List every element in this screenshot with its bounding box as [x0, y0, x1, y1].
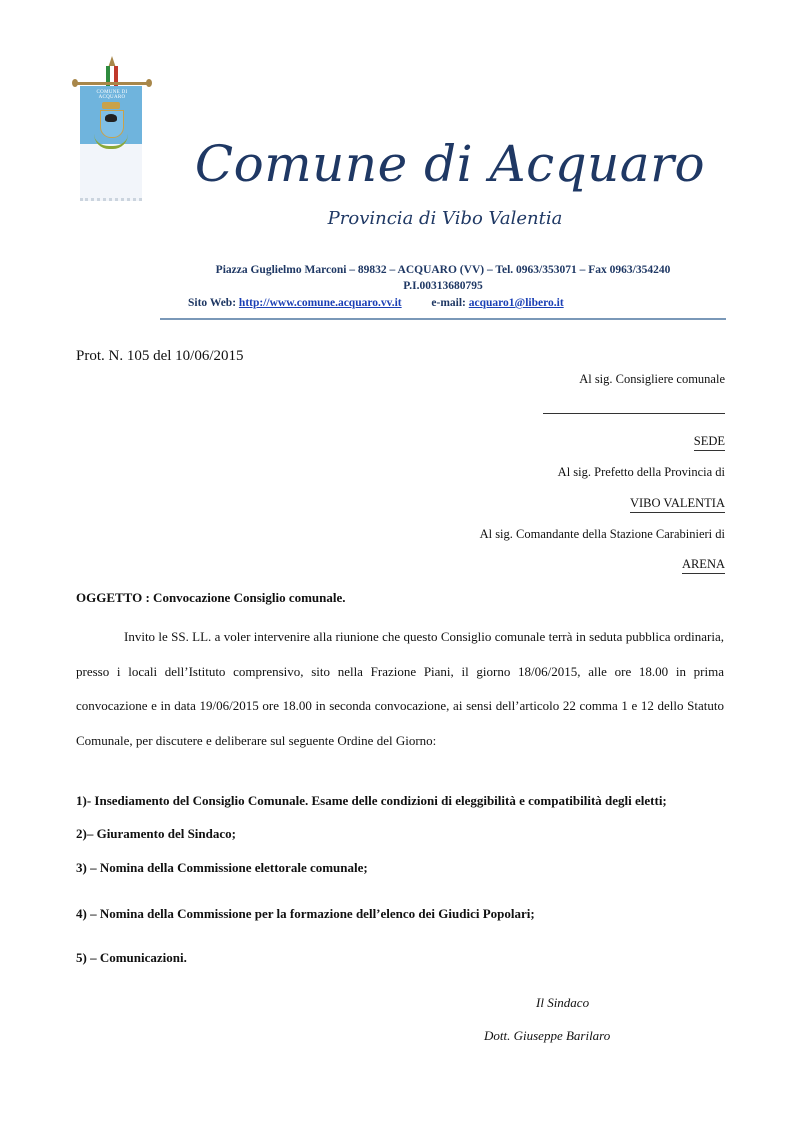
destination-vibo-valentia: VIBO VALENTIA [630, 496, 725, 513]
recipient-1-destination [694, 434, 725, 449]
signature-role: Il Sindaco [536, 995, 590, 1010]
eagle-icon [105, 114, 117, 122]
recipient-name-blank [543, 413, 725, 414]
address-block [0, 262, 800, 294]
banner-pole [74, 82, 148, 85]
subject-line: OGGETTO : Convocazione Consiglio comunale. [76, 590, 346, 605]
email-link[interactable]: acquaro1@libero.it [468, 297, 564, 309]
agenda-item: 4) – Nomina della Commissione per la formazione dell’elenco dei Giudici Popolari; [76, 906, 535, 921]
recipient-2-destination [630, 496, 725, 511]
address-line: Piazza Guglielmo Marconi – 89832 – ACQUARO (VV) – Tel. 0963/353071 – Fax 0963/354240 [215, 264, 671, 276]
email-label: e-mail: [431, 297, 466, 309]
destination-arena: ARENA [682, 557, 725, 574]
recipient-1-line: Al sig. Consigliere comunale [579, 372, 725, 386]
crown-icon [102, 102, 120, 109]
agenda-item: 5) – Comunicazioni. [76, 950, 187, 965]
pole-finial-left [72, 79, 78, 87]
province-subtitle: Provincia di Vibo Valentia [327, 208, 563, 229]
contact-line [188, 297, 564, 309]
agenda-item: 2)– Giuramento del Sindaco; [76, 826, 236, 841]
body-text: Invito le SS. LL. a voler intervenire alla riunione che questo Consiglio comunale terrà in seduta pubblica ordinaria, presso i locali dell’Istituto comprensivo, sito nella Frazione Piani, il giorno 18/06/2015, alle ore 18.00 in prima convocazione e in data 19/06/2015 ore 18.00 in seconda convocazione, ai sensi dell’articolo 22 comma 1 e 12 dello Statuto Comunale, per discutere e deliberare sul seguente Ordine del Giorno: [76, 629, 724, 748]
signature-name: Dott. Giuseppe Barilaro [484, 1028, 611, 1043]
pole-finial-right [146, 79, 152, 87]
destination-sede: SEDE [694, 434, 725, 451]
website-link[interactable]: http://www.comune.acquaro.vv.it [238, 297, 402, 309]
municipality-title: Comune di Acquaro [194, 135, 706, 193]
web-label: Sito Web: [188, 297, 237, 309]
agenda-item: 1)- Insediamento del Consiglio Comunale. Esame delle condizioni di eleggibilità e compatibilità degli eletti; [76, 793, 667, 808]
recipient-3-destination [682, 557, 725, 572]
recipient-2-line: Al sig. Prefetto della Provincia di [557, 465, 725, 479]
vat-number: P.I.00313680795 [403, 280, 483, 292]
recipient-3-line: Al sig. Comandante della Stazione Carabinieri di [479, 527, 725, 541]
header-divider [160, 318, 726, 320]
body-paragraph [76, 620, 724, 758]
banner-text: COMUNE DI ACQUARO [96, 90, 128, 100]
agenda-item: 3) – Nomina della Commissione elettorale comunale; [76, 860, 368, 875]
protocol-number: Prot. N. 105 del 10/06/2015 [76, 348, 244, 364]
